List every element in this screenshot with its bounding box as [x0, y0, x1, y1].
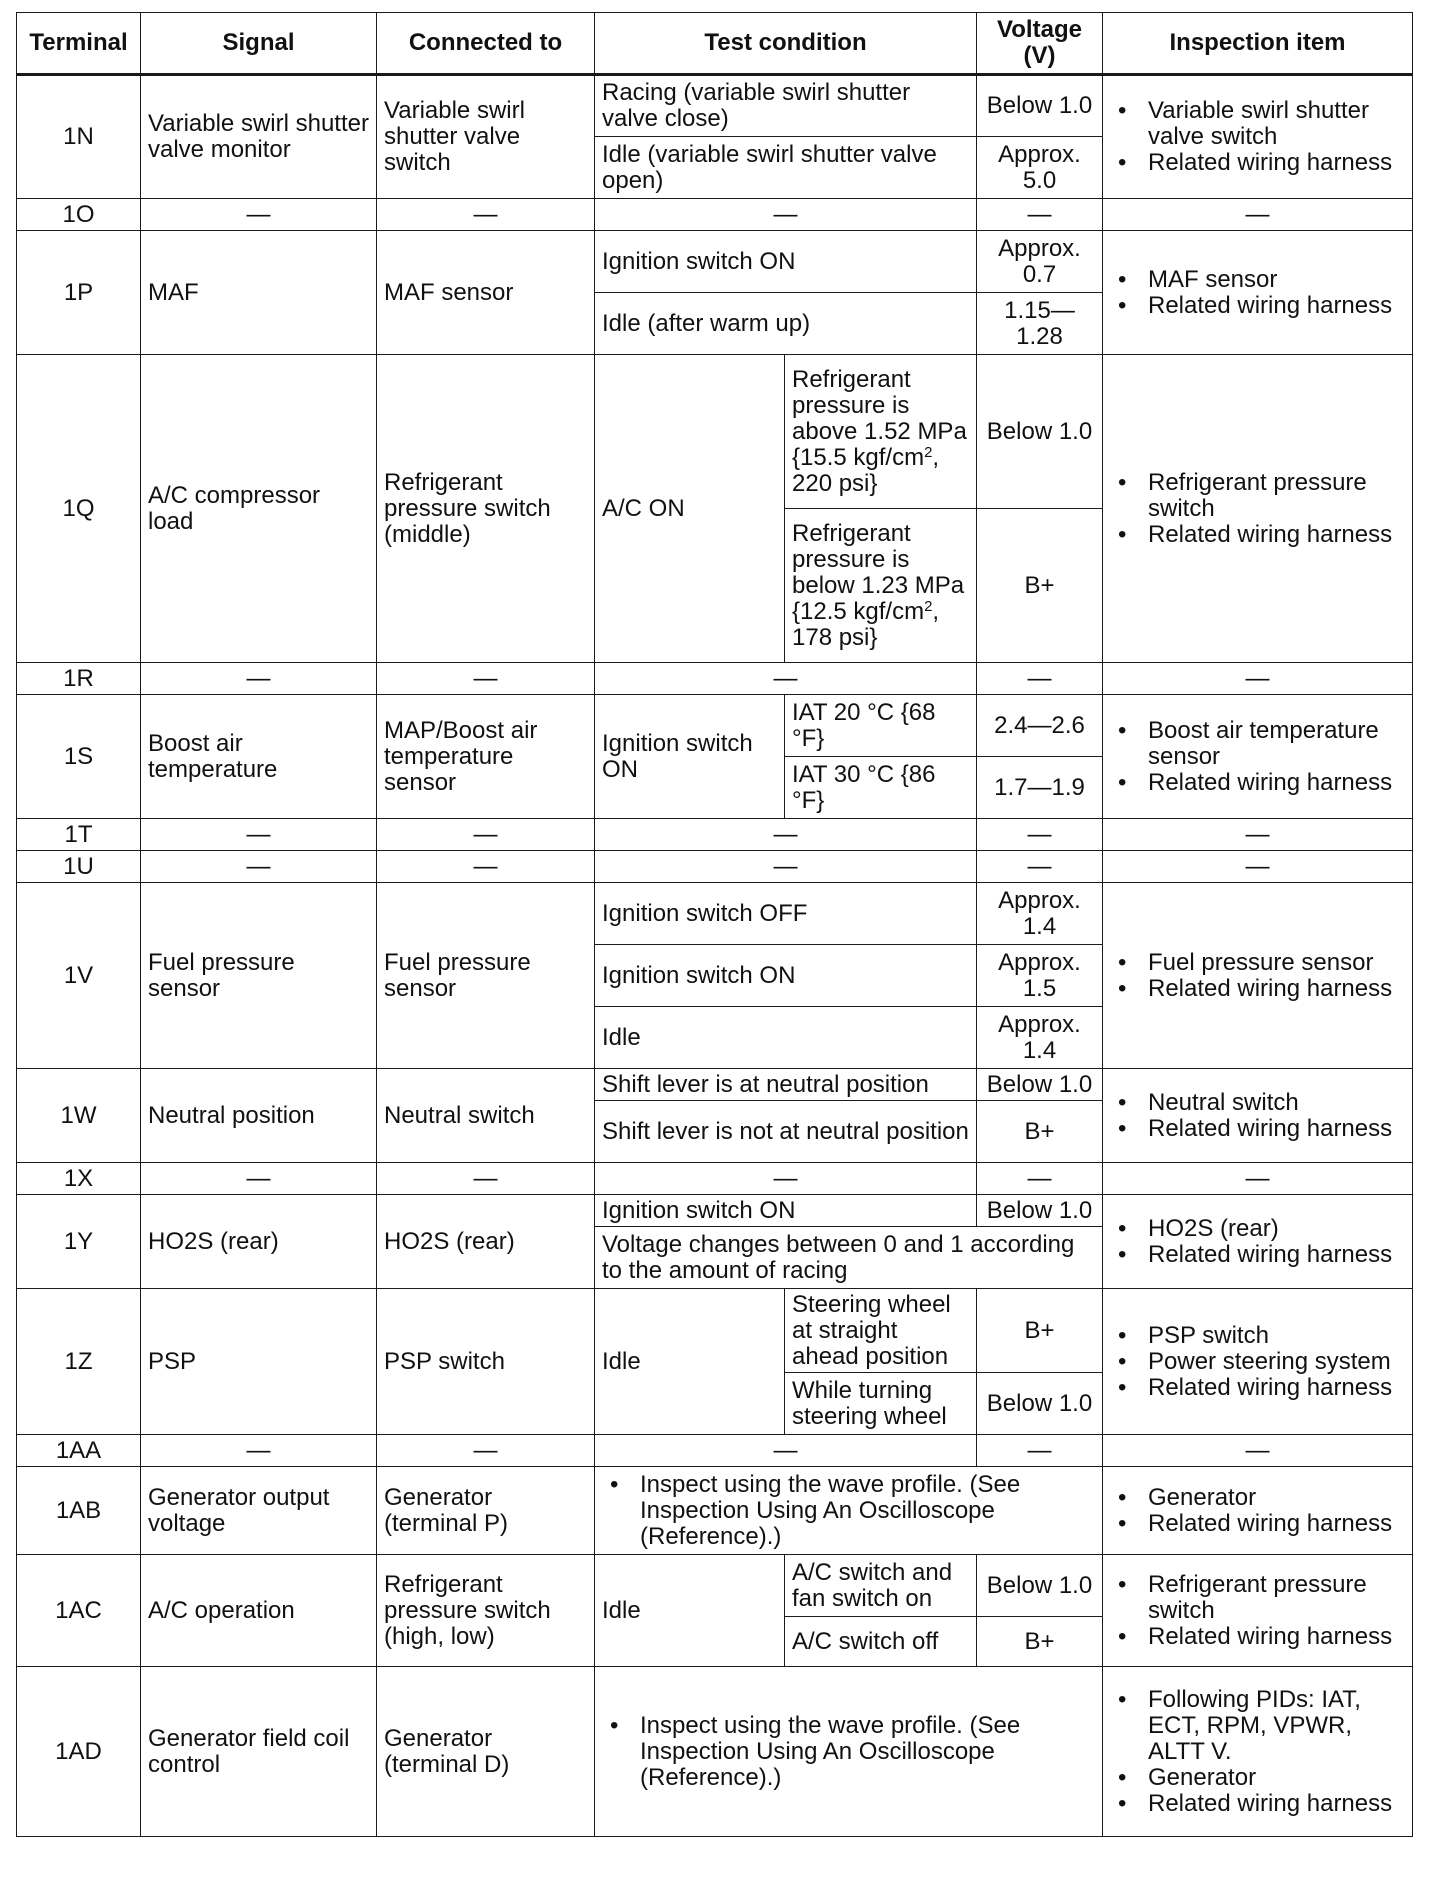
empty-dash: — — [1103, 1163, 1413, 1195]
connected-to-cell: Refrigerant pressure switch (middle) — [377, 355, 595, 663]
inspection-cell — [1103, 1467, 1413, 1555]
terminal-cell: 1X — [17, 1163, 141, 1195]
empty-dash: — — [377, 1435, 595, 1467]
inspection-item: • Fuel pressure sensor — [1148, 950, 1405, 976]
voltage-cell: Below 1.0 — [977, 1555, 1103, 1617]
empty-dash: — — [141, 851, 377, 883]
terminal-cell: 1S — [17, 695, 141, 819]
condition-item: • Inspect using the wave profile. (See Inspection Using An Oscilloscope (Reference).) — [640, 1713, 1095, 1791]
table-row — [17, 1435, 1413, 1467]
voltage-cell: Approx. 5.0 — [977, 137, 1103, 199]
test-condition-cell: Ignition switch ON — [595, 231, 977, 293]
inspection-list — [1110, 1687, 1405, 1817]
inspection-item: • Related wiring harness — [1148, 1242, 1405, 1268]
connected-to-cell: Generator (terminal P) — [377, 1467, 595, 1555]
inspection-item: • Related wiring harness — [1148, 976, 1405, 1002]
inspection-item: • Refrigerant pressure switch — [1148, 1572, 1405, 1624]
voltage-cell: 2.4—2.6 — [977, 695, 1103, 757]
sub-condition-cell — [785, 509, 977, 663]
empty-dash: — — [377, 851, 595, 883]
empty-dash: — — [377, 1163, 595, 1195]
terminal-voltage-table — [16, 12, 1413, 1837]
table-row — [17, 695, 1413, 757]
inspection-cell — [1103, 883, 1413, 1069]
signal-cell: Neutral position — [141, 1069, 377, 1163]
test-condition-cell — [595, 1667, 1103, 1837]
empty-dash: — — [1103, 819, 1413, 851]
inspection-list — [1110, 1485, 1405, 1537]
test-condition-cell: Idle — [595, 1555, 785, 1667]
inspection-item: • Related wiring harness — [1148, 1624, 1405, 1650]
empty-dash: — — [595, 1435, 977, 1467]
empty-dash: — — [977, 1163, 1103, 1195]
voltage-cell: B+ — [977, 509, 1103, 663]
empty-dash: — — [141, 663, 377, 695]
inspection-item: • Related wiring harness — [1148, 1375, 1405, 1401]
voltage-cell: Below 1.0 — [977, 1069, 1103, 1101]
inspection-list — [1110, 950, 1405, 1002]
inspection-item: • Related wiring harness — [1148, 150, 1405, 176]
sub-condition-text: Refrigerant pressure is above 1.52 MPa {15.5 kgf/cm — [792, 365, 967, 471]
test-condition-cell: Racing (variable swirl shutter valve close) — [595, 75, 977, 137]
terminal-cell: 1N — [17, 75, 141, 199]
terminal-cell: 1AB — [17, 1467, 141, 1555]
sub-condition-text: Refrigerant pressure is below 1.23 MPa {12.5 kgf/cm — [792, 519, 965, 625]
inspection-list — [1110, 1323, 1405, 1401]
empty-dash: — — [977, 663, 1103, 695]
table-row — [17, 231, 1413, 293]
empty-dash: — — [141, 199, 377, 231]
header-test-condition: Test condition — [595, 13, 977, 75]
inspection-item: • Related wiring harness — [1148, 1511, 1405, 1537]
inspection-item: • HO2S (rear) — [1148, 1216, 1405, 1242]
header-inspection-item: Inspection item — [1103, 13, 1413, 75]
inspection-item: • Related wiring harness — [1148, 770, 1405, 796]
inspection-list — [1110, 267, 1405, 319]
connected-to-cell: Refrigerant pressure switch (high, low) — [377, 1555, 595, 1667]
connected-to-cell: Variable swirl shutter valve switch — [377, 75, 595, 199]
table-row — [17, 1555, 1413, 1617]
terminal-cell: 1AC — [17, 1555, 141, 1667]
header-connected-to: Connected to — [377, 13, 595, 75]
voltage-cell: Below 1.0 — [977, 1373, 1103, 1435]
signal-cell: Generator field coil control — [141, 1667, 377, 1837]
connected-to-cell: PSP switch — [377, 1289, 595, 1435]
empty-dash: — — [377, 819, 595, 851]
superscript: 2 — [924, 597, 933, 615]
terminal-cell: 1P — [17, 231, 141, 355]
terminal-cell: 1T — [17, 819, 141, 851]
connected-to-cell: Generator (terminal D) — [377, 1667, 595, 1837]
table-row — [17, 1195, 1413, 1227]
test-condition-cell: Ignition switch ON — [595, 695, 785, 819]
inspection-cell — [1103, 75, 1413, 199]
signal-cell: Fuel pressure sensor — [141, 883, 377, 1069]
sub-condition-cell: A/C switch off — [785, 1617, 977, 1667]
terminal-cell: 1Z — [17, 1289, 141, 1435]
voltage-cell: 1.7—1.9 — [977, 757, 1103, 819]
inspection-list — [1110, 1572, 1405, 1650]
test-condition-cell: Voltage changes between 0 and 1 according to the amount of racing — [595, 1227, 1103, 1289]
inspection-item: • Generator — [1148, 1485, 1405, 1511]
empty-dash: — — [1103, 1435, 1413, 1467]
connected-to-cell: MAF sensor — [377, 231, 595, 355]
table-row — [17, 663, 1413, 695]
inspection-item: • Related wiring harness — [1148, 1116, 1405, 1142]
empty-dash: — — [977, 1435, 1103, 1467]
empty-dash: — — [595, 851, 977, 883]
inspection-cell — [1103, 1667, 1413, 1837]
terminal-cell: 1U — [17, 851, 141, 883]
condition-list — [602, 1472, 1095, 1550]
table-row — [17, 355, 1413, 509]
inspection-item: • Variable swirl shutter valve switch — [1148, 98, 1405, 150]
header-signal: Signal — [141, 13, 377, 75]
sub-condition-text: , 178 psi} — [792, 597, 940, 651]
signal-cell: A/C operation — [141, 1555, 377, 1667]
terminal-cell: 1Y — [17, 1195, 141, 1289]
test-condition-cell — [595, 1467, 1103, 1555]
voltage-cell: Below 1.0 — [977, 75, 1103, 137]
header-terminal: Terminal — [17, 13, 141, 75]
test-condition-cell: Ignition switch ON — [595, 945, 977, 1007]
connected-to-cell: Fuel pressure sensor — [377, 883, 595, 1069]
signal-cell: Variable swirl shutter valve monitor — [141, 75, 377, 199]
voltage-cell: Below 1.0 — [977, 355, 1103, 509]
sub-condition-cell: IAT 20 °C {68 °F} — [785, 695, 977, 757]
table-header-row — [17, 13, 1413, 75]
empty-dash: — — [1103, 851, 1413, 883]
inspection-item: • Refrigerant pressure switch — [1148, 470, 1405, 522]
test-condition-cell: Idle — [595, 1007, 977, 1069]
inspection-item: • Related wiring harness — [1148, 522, 1405, 548]
inspection-list — [1110, 470, 1405, 548]
empty-dash: — — [377, 199, 595, 231]
table-row — [17, 819, 1413, 851]
inspection-list — [1110, 1216, 1405, 1268]
voltage-cell: B+ — [977, 1289, 1103, 1373]
inspection-item: • Neutral switch — [1148, 1090, 1405, 1116]
inspection-list — [1110, 98, 1405, 176]
inspection-item: • Related wiring harness — [1148, 293, 1405, 319]
test-condition-cell: Shift lever is at neutral position — [595, 1069, 977, 1101]
table-row — [17, 883, 1413, 945]
table-row — [17, 851, 1413, 883]
empty-dash: — — [595, 199, 977, 231]
table-row — [17, 199, 1413, 231]
empty-dash: — — [1103, 199, 1413, 231]
signal-cell: HO2S (rear) — [141, 1195, 377, 1289]
empty-dash: — — [595, 663, 977, 695]
table-row — [17, 1163, 1413, 1195]
voltage-cell: B+ — [977, 1101, 1103, 1163]
connected-to-cell: MAP/Boost air temperature sensor — [377, 695, 595, 819]
empty-dash: — — [595, 819, 977, 851]
inspection-item: • MAF sensor — [1148, 267, 1405, 293]
test-condition-cell: Idle — [595, 1289, 785, 1435]
sub-condition-cell: While turning steering wheel — [785, 1373, 977, 1435]
inspection-item: • Generator — [1148, 1765, 1405, 1791]
test-condition-cell: Shift lever is not at neutral position — [595, 1101, 977, 1163]
inspection-item: • Following PIDs: IAT, ECT, RPM, VPWR, ALTT V. — [1148, 1687, 1405, 1765]
inspection-list — [1110, 718, 1405, 796]
test-condition-cell: Idle (after warm up) — [595, 293, 977, 355]
empty-dash: — — [377, 663, 595, 695]
voltage-cell: Approx. 1.4 — [977, 883, 1103, 945]
signal-cell: Generator output voltage — [141, 1467, 377, 1555]
empty-dash: — — [141, 819, 377, 851]
sub-condition-cell: Steering wheel at straight ahead position — [785, 1289, 977, 1373]
condition-list — [602, 1713, 1095, 1791]
empty-dash: — — [141, 1163, 377, 1195]
test-condition-cell: A/C ON — [595, 355, 785, 663]
terminal-cell: 1AD — [17, 1667, 141, 1837]
inspection-item: • Boost air temperature sensor — [1148, 718, 1405, 770]
inspection-item: • PSP switch — [1148, 1323, 1405, 1349]
inspection-cell — [1103, 695, 1413, 819]
empty-dash: — — [977, 819, 1103, 851]
terminal-cell: 1AA — [17, 1435, 141, 1467]
table-row — [17, 1667, 1413, 1837]
inspection-cell — [1103, 1289, 1413, 1435]
voltage-cell: Approx. 0.7 — [977, 231, 1103, 293]
superscript: 2 — [924, 443, 933, 461]
test-condition-cell: Ignition switch OFF — [595, 883, 977, 945]
terminal-cell: 1W — [17, 1069, 141, 1163]
inspection-item: • Power steering system — [1148, 1349, 1405, 1375]
inspection-cell — [1103, 1555, 1413, 1667]
terminal-cell: 1V — [17, 883, 141, 1069]
terminal-cell: 1R — [17, 663, 141, 695]
signal-cell: PSP — [141, 1289, 377, 1435]
voltage-cell: Approx. 1.5 — [977, 945, 1103, 1007]
voltage-cell: B+ — [977, 1617, 1103, 1667]
voltage-cell: 1.15—1.28 — [977, 293, 1103, 355]
signal-cell: MAF — [141, 231, 377, 355]
inspection-cell — [1103, 1069, 1413, 1163]
signal-cell: Boost air temperature — [141, 695, 377, 819]
sub-condition-cell: A/C switch and fan switch on — [785, 1555, 977, 1617]
sub-condition-cell: IAT 30 °C {86 °F} — [785, 757, 977, 819]
empty-dash: — — [141, 1435, 377, 1467]
table-row — [17, 1467, 1413, 1555]
empty-dash: — — [977, 199, 1103, 231]
inspection-cell — [1103, 1195, 1413, 1289]
connected-to-cell: Neutral switch — [377, 1069, 595, 1163]
test-condition-cell: Idle (variable swirl shutter valve open) — [595, 137, 977, 199]
sub-condition-text: , 220 psi} — [792, 443, 940, 497]
header-voltage: Voltage (V) — [977, 13, 1103, 75]
table-row — [17, 75, 1413, 137]
voltage-cell: Approx. 1.4 — [977, 1007, 1103, 1069]
terminal-cell: 1Q — [17, 355, 141, 663]
inspection-cell — [1103, 355, 1413, 663]
condition-item: • Inspect using the wave profile. (See Inspection Using An Oscilloscope (Reference).) — [640, 1472, 1095, 1550]
signal-cell: A/C compressor load — [141, 355, 377, 663]
terminal-cell: 1O — [17, 199, 141, 231]
empty-dash: — — [595, 1163, 977, 1195]
empty-dash: — — [977, 851, 1103, 883]
empty-dash: — — [1103, 663, 1413, 695]
sub-condition-cell — [785, 355, 977, 509]
inspection-item: • Related wiring harness — [1148, 1791, 1405, 1817]
inspection-list — [1110, 1090, 1405, 1142]
table-row — [17, 1069, 1413, 1101]
table-row — [17, 1289, 1413, 1373]
voltage-cell: Below 1.0 — [977, 1195, 1103, 1227]
test-condition-cell: Ignition switch ON — [595, 1195, 977, 1227]
inspection-cell — [1103, 231, 1413, 355]
connected-to-cell: HO2S (rear) — [377, 1195, 595, 1289]
